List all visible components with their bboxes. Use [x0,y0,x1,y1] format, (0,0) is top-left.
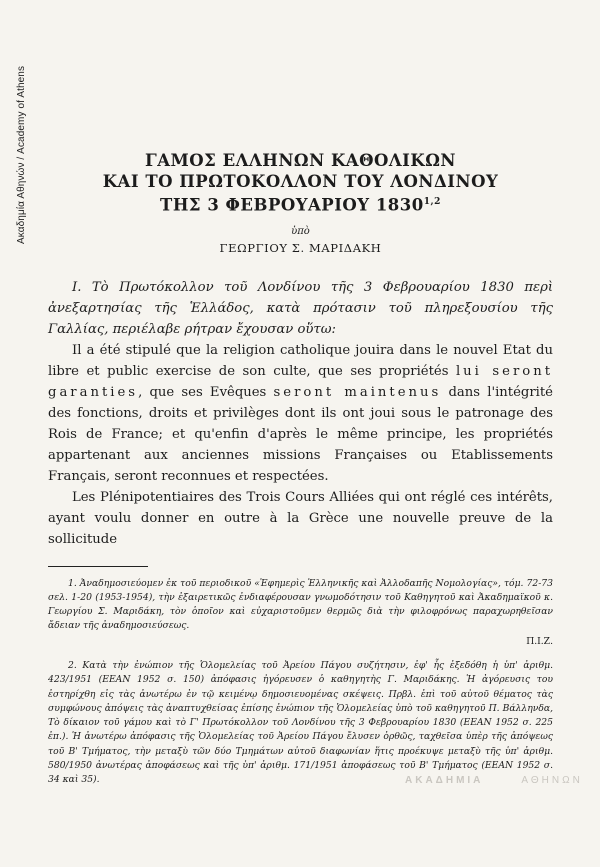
footnote-2: 2. Κατὰ τὴν ἐνώπιον τῆς Ὁλομελείας τοῦ Ἀρείου Πάγου συζήτησιν, ἐφ' ἧς ἐξεδόθη ἡ ὑπ' ἀριθμ. 423/1951 (ΕΕΑΝ 1952 σ. 150) ἀπόφασις ἠγόρευσεν ὁ καθηγητὴς Γ. Μαριδάκης. Ἡ ἀγόρευσις του ἐστηρίχθη εἰς τὰς ἀνωτέρω ἐν τῷ κειμένῳ δημοσιευομένας σκέψεις. Πρβλ. ἐπὶ τοῦ αὐτοῦ θέματος τὰς συμφώνους ἀπόψεις τὰς ἀναπτυχθείσας ἐπίσης ἐνώπιον τῆς Ὁλομελείας ὑπὸ τοῦ καθηγητοῦ Π. Βάλληνδα, Τὸ δίκαιον τοῦ γάμου καὶ τὸ Γ' Πρωτόκολλον τοῦ Λονδίνου τῆς 3 Φεβρουαρίου 1830 (ΕΕΑΝ 1952 σ. 225 ἐπ.). Ἡ ἀνωτέρω ἀπόφασις τῆς Ὁλομελείας τοῦ Ἀρείου Πάγου ἔλυσεν ὀρθῶς, ταχθεῖσα ὑπὲρ τῆς ἀπόψεως τοῦ Β' Τμήματος, τὴν μεταξὺ τῶν δύο Τμημάτων αὐτοῦ διαφωνίαν ἥτις προέκυψε μεταξὺ τῆς ὑπ' ἀριθμ. 580/1950 ἀνωτέρας ἀποφάσεως καὶ τῆς ὑπ' ἀριθμ. 171/1951 ἀποφάσεως τοῦ Β' Τμήματος (ΕΕΑΝ 1952 σ. 34 καὶ 35). [48,659,553,786]
footnote-1-signature: Π.Ι.Ζ. [526,635,553,647]
byline-preposition: ὑπὸ [291,225,310,237]
paragraph-2-spaced-1: lui seront garanties [48,363,553,400]
watermark-text-left: ΑΚΑΔΗΜΙΑ [405,775,484,786]
title-line-2: ΚΑΙ ΤΟ ΠΡΩΤΟΚΟΛΛΟΝ ΤΟΥ ΛΟΝΔΙΝΟΥ [102,172,499,191]
footnote-1: 1. Ἀναδημοσιεύομεν ἐκ τοῦ περιοδικοῦ «Ἐφημερὶς Ἑλληνικῆς καὶ Ἀλλοδαπῆς Νομολογίας», τόμ. 72-73 σελ. 1-20 (1953-1954), τὴν ἐξαιρετικῶς ἐνδιαφέρουσαν γνωμοδότησιν τοῦ Καθηγητοῦ καὶ Ἀκαδημαϊκοῦ κ. Γεωργίου Σ. Μαριδάκη, τὸν ὁποῖον καὶ εὐχαριστοῦμεν θερμῶς διὰ τὴν φιλοφρόνως παραχωρηθεῖσαν ἄδειαν τῆς ἀναδημοσιεύσεως. [48,577,553,632]
body-text [48,277,553,550]
watermark-text-right: ΑΘΗΝΩΝ [521,775,583,786]
academy-watermark-logo [405,775,583,786]
title-line-1: ΓΑΜΟΣ ΕΛΛΗΝΩΝ ΚΑΘΟΛΙΚΩΝ [145,151,456,170]
paragraph-2-part-c: dans l'intégrité des fonctions, droits et privilèges dont ils ont joui sous le patronage des Rois de France; et qu'enfin d'après le même principe, les propriétés appartenant aux anciennes missions Françaises ou Etablissements Français, seront reconnues et respectées. [48,384,553,484]
title-footnote-ref: 1,2 [423,197,441,207]
paragraph-2-part-a: Il a été stipulé que la religion catholique jouira dans le nouvel Etat du libre et public exercise de son culte, que ses propriétés [48,342,553,379]
footnote-divider [48,566,148,567]
title-line-3: ΤΗΣ 3 ΦΕΒΡΟΥΑΡΙΟΥ 1830 [160,195,424,215]
side-watermark: Ακαδημία Αθηνών / Academy of Athens [16,65,27,244]
paragraph-3: Les Plénipotentiaires des Trois Cours Alliées qui ont réglé ces intérêts, ayant voulu donner en outre à la Grèce une nouvelle preuve de la sollicitude [48,489,553,547]
paragraph-2-part-b: , que ses Evêques [138,384,274,400]
footnotes [48,577,553,788]
paragraph-2-spaced-2: seront maintenus [273,384,442,400]
paragraph-2 [48,340,553,487]
document-page [48,150,553,788]
author-name: ΓΕΩΡΓΙΟΥ Σ. ΜΑΡΙΔΑΚΗ [219,240,382,255]
paragraph-1: I. Τὸ Πρωτόκολλον τοῦ Λονδίνου τῆς 3 Φεβρουαρίου 1830 περὶ ἀνεξαρτησίας τῆς Ἑλλάδος, κατὰ πρότασιν τοῦ πληρεξουσίου τῆς Γαλλίας, περιέλαβε ρήτραν ἔχουσαν οὕτω: [48,279,553,337]
article-title [48,150,553,216]
